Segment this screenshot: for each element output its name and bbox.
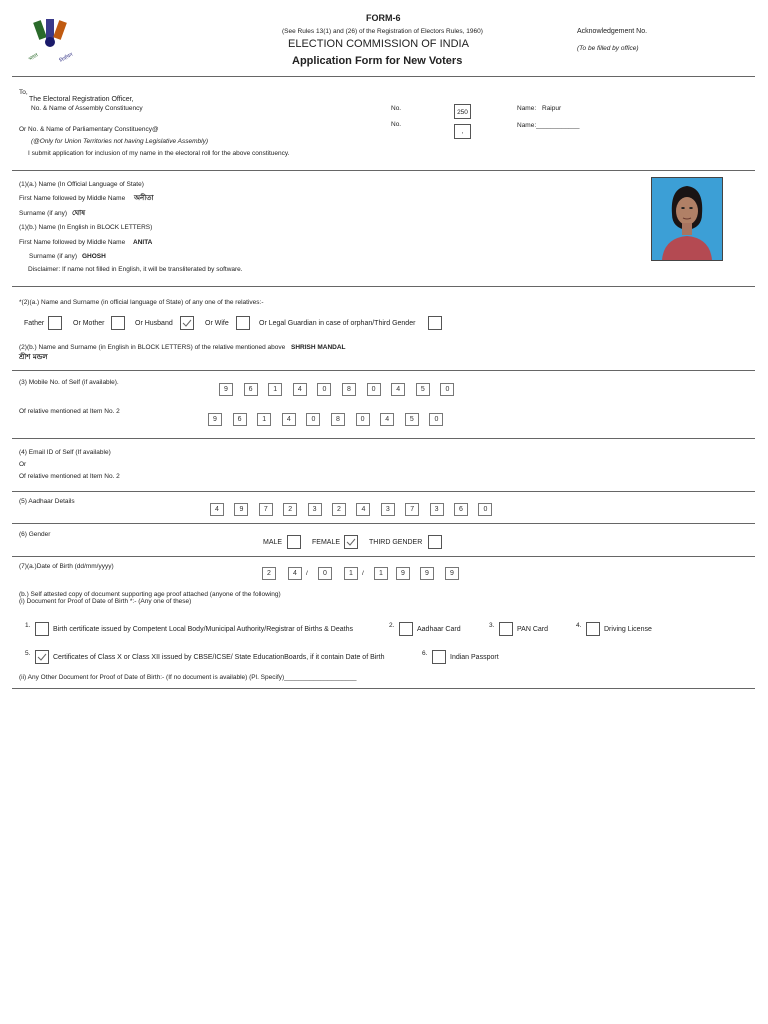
assembly-no-field[interactable]: 250 <box>454 104 471 119</box>
mother-label: Or Mother <box>73 320 105 327</box>
guardian-checkbox[interactable] <box>428 316 442 330</box>
mobile-self-label: (3) Mobile No. of Self (if available). <box>19 379 119 386</box>
assembly-name-label: Name: <box>517 105 537 112</box>
mobile-relative-digit-5[interactable]: 0 <box>306 413 320 426</box>
mobile-self-digit-1[interactable]: 9 <box>219 383 233 396</box>
surname-bn: ঘোষ <box>72 209 86 217</box>
applicant-photo <box>651 177 723 261</box>
wife-checkbox[interactable] <box>236 316 250 330</box>
disclaimer: Disclaimer: If name not filled in English, it will be transliterated by software. <box>28 266 243 273</box>
document-label: PAN Card <box>517 626 548 633</box>
email-self-label: (4) Email ID of Self (If available) <box>19 449 111 456</box>
divider <box>12 556 755 557</box>
eci-logo <box>24 16 80 62</box>
acknowledgement-label: Acknowledgement No. <box>577 28 648 35</box>
third-gender-label: THIRD GENDER <box>369 539 423 546</box>
dob-day-2[interactable]: 4 <box>288 567 302 580</box>
divider <box>12 523 755 524</box>
surname-en-label: Surname (if any) <box>29 253 78 260</box>
father-label: Father <box>24 320 45 327</box>
dob-month-1[interactable]: 0 <box>318 567 332 580</box>
mobile-relative-digit-7[interactable]: 0 <box>356 413 370 426</box>
surname-label: Surname (if any) <box>19 210 68 217</box>
document-number: 5. <box>25 650 31 657</box>
parliament-label: Or No. & Name of Parliamentary Constituency@ <box>19 126 159 133</box>
gender-label: (6) Gender <box>19 531 51 538</box>
relative-heading: *(2)(a.) Name and Surname (in official language of State) of any one of the relatives:- <box>19 299 264 306</box>
surname-en: GHOSH <box>82 253 106 260</box>
aadhaar-label: (5) Aadhaar Details <box>19 498 75 505</box>
assembly-no-label: No. <box>391 105 402 112</box>
mobile-self-digit-9[interactable]: 5 <box>416 383 430 396</box>
mobile-relative-digit-6[interactable]: 8 <box>331 413 345 426</box>
aadhaar-digit-10[interactable]: 3 <box>430 503 444 516</box>
aadhaar-digit-5[interactable]: 3 <box>308 503 322 516</box>
male-label: MALE <box>263 539 283 546</box>
first-name-label: First Name followed by Middle Name <box>19 195 126 202</box>
dob-label: (7)(a.)Date of Birth (dd/mm/yyyy) <box>19 563 114 570</box>
aadhaar-digit-11[interactable]: 6 <box>454 503 468 516</box>
first-name-en-label: First Name followed by Middle Name <box>19 239 126 246</box>
assembly-label: No. & Name of Assembly Constituency <box>31 105 143 112</box>
form-number: FORM-6 <box>366 13 401 23</box>
acknowledgement-note: (To be filled by office) <box>577 45 639 52</box>
document-checkbox[interactable] <box>586 622 600 636</box>
female-label: FEMALE <box>312 539 341 546</box>
mobile-self-digit-2[interactable]: 6 <box>244 383 258 396</box>
submit-text: I submit application for inclusion of my name in the electoral roll for the above constituency. <box>28 150 290 157</box>
first-name-en: ANITA <box>133 239 153 246</box>
aadhaar-digit-4[interactable]: 2 <box>283 503 297 516</box>
male-checkbox[interactable] <box>287 535 301 549</box>
mobile-relative-digit-8[interactable]: 4 <box>380 413 394 426</box>
document-number: 4. <box>576 622 582 629</box>
relative-name-bn: শ্রীশ মন্ডল <box>19 353 48 361</box>
divider <box>12 170 755 171</box>
mobile-relative-digit-3[interactable]: 1 <box>257 413 271 426</box>
mobile-self-digit-10[interactable]: 0 <box>440 383 454 396</box>
female-checkbox[interactable] <box>344 535 358 549</box>
parliament-no-label: No. <box>391 121 402 128</box>
dob-year-3[interactable]: 9 <box>420 567 434 580</box>
father-checkbox[interactable] <box>48 316 62 330</box>
check-icon <box>346 537 356 547</box>
mobile-relative-digit-9[interactable]: 5 <box>405 413 419 426</box>
divider <box>12 286 755 287</box>
document-label: Indian Passport <box>450 654 499 661</box>
mother-checkbox[interactable] <box>111 316 125 330</box>
document-label: Certificates of Class X or Class XII issued by CBSE/ICSE/ State EducationBoards, if it contain Date of Birth <box>53 654 385 661</box>
assembly-name-value: Raipur <box>542 105 562 112</box>
dob-separator: / <box>306 570 308 577</box>
mobile-self-digit-7[interactable]: 0 <box>367 383 381 396</box>
dob-proof-heading: (i) Document for Proof of Date of Birth *:- (Any one of these) <box>19 598 192 605</box>
dob-year-4[interactable]: 9 <box>445 567 459 580</box>
wife-label: Or Wife <box>205 320 229 327</box>
mobile-self-digit-3[interactable]: 1 <box>268 383 282 396</box>
mobile-self-digit-5[interactable]: 0 <box>317 383 331 396</box>
check-icon <box>37 652 47 662</box>
aadhaar-digit-9[interactable]: 7 <box>405 503 419 516</box>
aadhaar-digit-7[interactable]: 4 <box>356 503 370 516</box>
parliament-name-label: Name:____________ <box>517 122 580 129</box>
mobile-relative-digit-1[interactable]: 9 <box>208 413 222 426</box>
third-gender-checkbox[interactable] <box>428 535 442 549</box>
document-label: Driving License <box>604 626 652 633</box>
mobile-relative-digit-2[interactable]: 6 <box>233 413 247 426</box>
dob-day-1[interactable]: 2 <box>262 567 276 580</box>
aadhaar-digit-12[interactable]: 0 <box>478 503 492 516</box>
relative-name-en: SHRISH MANDAL <box>291 344 346 351</box>
mobile-self-digit-6[interactable]: 8 <box>342 383 356 396</box>
document-checkbox[interactable] <box>432 650 446 664</box>
document-label: Aadhaar Card <box>417 626 461 633</box>
document-checkbox[interactable] <box>35 622 49 636</box>
ut-note: (@Only for Union Territories not having Legislative Assembly) <box>31 138 208 145</box>
document-checkbox[interactable] <box>399 622 413 636</box>
divider <box>12 491 755 492</box>
mobile-self-digit-8[interactable]: 4 <box>391 383 405 396</box>
age-proof-heading: (b.) Self attested copy of document supporting age proof attached (anyone of the following) <box>19 591 281 598</box>
divider <box>12 370 755 371</box>
aadhaar-digit-6[interactable]: 2 <box>332 503 346 516</box>
husband-checkbox[interactable] <box>180 316 194 330</box>
document-number: 3. <box>489 622 495 629</box>
document-number: 1. <box>25 622 31 629</box>
mobile-self-digit-4[interactable]: 4 <box>293 383 307 396</box>
document-checkbox[interactable] <box>35 650 49 664</box>
document-label: Birth certificate issued by Competent Local Body/Municipal Authority/Registrar of Births & Deaths <box>53 626 353 633</box>
divider <box>12 438 755 439</box>
relative-english-heading: (2)(b.) Name and Surname (in English in BLOCK LETTERS) of the relative mentioned above <box>19 344 286 351</box>
aadhaar-digit-8[interactable]: 3 <box>381 503 395 516</box>
parliament-no-field[interactable]: , <box>454 124 471 139</box>
divider <box>12 688 755 689</box>
name-english-heading: (1)(b.) Name (In English in BLOCK LETTERS) <box>19 224 153 231</box>
document-number: 2. <box>389 622 395 629</box>
other-document-label: (ii) Any Other Document for Proof of Date of Birth:- (If no document is available) (Pl. Specify)____________________ <box>19 674 357 681</box>
aadhaar-digit-1[interactable]: 4 <box>210 503 224 516</box>
divider <box>12 76 755 77</box>
mobile-relative-digit-4[interactable]: 4 <box>282 413 296 426</box>
svg-text:भारत: भारत <box>27 52 40 62</box>
aadhaar-digit-3[interactable]: 7 <box>259 503 273 516</box>
document-number: 6. <box>422 650 428 657</box>
dob-year-2[interactable]: 9 <box>396 567 410 580</box>
name-official-heading: (1)(a.) Name (In Official Language of State) <box>19 181 144 188</box>
aadhaar-digit-2[interactable]: 9 <box>234 503 248 516</box>
first-name-bn: অনীতা <box>134 194 154 202</box>
form-title: Application Form for New Voters <box>292 55 463 67</box>
email-relative-label: Of relative mentioned at Item No. 2 <box>19 473 120 480</box>
husband-label: Or Husband <box>135 320 173 327</box>
email-or: Or <box>19 461 27 468</box>
mobile-relative-label: Of relative mentioned at Item No. 2 <box>19 408 120 415</box>
guardian-label: Or Legal Guardian in case of orphan/Third Gender <box>259 320 416 327</box>
dob-year-1[interactable]: 1 <box>374 567 388 580</box>
svg-text:निर्वाचन: निर्वाचन <box>58 51 75 62</box>
commission-name: ELECTION COMMISSION OF INDIA <box>288 38 469 50</box>
dob-separator: / <box>362 570 364 577</box>
check-icon <box>182 318 192 328</box>
mobile-relative-digit-10[interactable]: 0 <box>429 413 443 426</box>
to-label: To, <box>19 89 28 96</box>
dob-month-2[interactable]: 1 <box>344 567 358 580</box>
officer-label: The Electoral Registration Officer, <box>29 96 134 103</box>
document-checkbox[interactable] <box>499 622 513 636</box>
rules-reference: (See Rules 13(1) and (26) of the Registration of Electors Rules, 1960) <box>282 28 483 35</box>
